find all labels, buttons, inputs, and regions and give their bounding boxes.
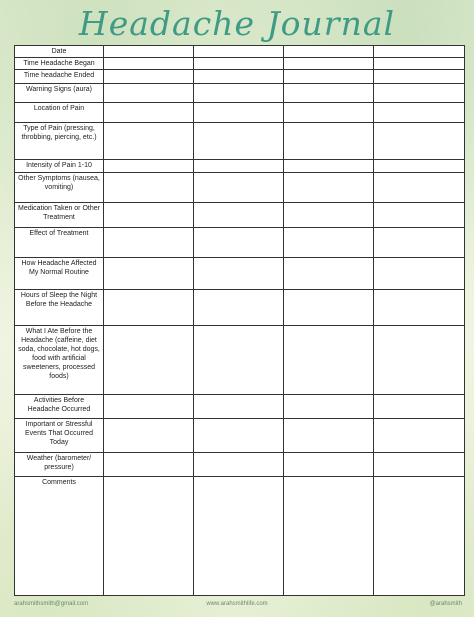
entry-cell[interactable] [194, 395, 284, 419]
entry-cell[interactable] [194, 123, 284, 160]
entry-cell[interactable] [374, 452, 465, 476]
entry-cell[interactable] [194, 46, 284, 58]
row-label: Location of Pain [15, 102, 104, 122]
row-label: How Headache Affected My Normal Routine [15, 258, 104, 290]
entry-cell[interactable] [104, 477, 194, 596]
entry-cell[interactable] [284, 477, 374, 596]
row-label: Warning Signs (aura) [15, 83, 104, 102]
table-row [15, 419, 465, 452]
entry-cell[interactable] [374, 159, 465, 172]
entry-cell[interactable] [194, 227, 284, 257]
entry-cell[interactable] [284, 395, 374, 419]
entry-cell[interactable] [284, 70, 374, 83]
entry-cell[interactable] [374, 203, 465, 227]
row-label: Type of Pain (pressing, throbbing, piercing, etc.) [15, 123, 104, 160]
row-label: Time Headache Began [15, 58, 104, 70]
entry-cell[interactable] [104, 83, 194, 102]
row-label: Weather (barometer/ pressure) [15, 452, 104, 476]
entry-cell[interactable] [374, 477, 465, 596]
entry-cell[interactable] [194, 290, 284, 326]
entry-cell[interactable] [104, 395, 194, 419]
row-label: Comments [15, 477, 104, 596]
entry-cell[interactable] [374, 172, 465, 202]
entry-cell[interactable] [104, 227, 194, 257]
footer-handle: @arahsmith [429, 601, 462, 607]
entry-cell[interactable] [284, 46, 374, 58]
entry-cell[interactable] [374, 46, 465, 58]
entry-cell[interactable] [104, 46, 194, 58]
footer-website: www.arahsmithlife.com [206, 601, 268, 607]
entry-cell[interactable] [194, 419, 284, 452]
entry-cell[interactable] [284, 172, 374, 202]
journal-table [14, 45, 465, 596]
row-label: Effect of Treatment [15, 227, 104, 257]
row-label: Other Symptoms (nausea, vomiting) [15, 172, 104, 202]
entry-cell[interactable] [104, 70, 194, 83]
table-row [15, 290, 465, 326]
table-row [15, 83, 465, 102]
entry-cell[interactable] [104, 326, 194, 395]
entry-cell[interactable] [104, 419, 194, 452]
row-label: Date [15, 46, 104, 58]
entry-cell[interactable] [374, 58, 465, 70]
entry-cell[interactable] [284, 203, 374, 227]
entry-cell[interactable] [374, 83, 465, 102]
entry-cell[interactable] [104, 258, 194, 290]
entry-cell[interactable] [284, 326, 374, 395]
entry-cell[interactable] [104, 172, 194, 202]
entry-cell[interactable] [284, 227, 374, 257]
entry-cell[interactable] [374, 102, 465, 122]
entry-cell[interactable] [284, 258, 374, 290]
table-row [15, 70, 465, 83]
row-label: Intensity of Pain 1-10 [15, 159, 104, 172]
footer-email: arahsmithsmith@gmail.com [14, 601, 89, 607]
table-row [15, 395, 465, 419]
entry-cell[interactable] [104, 159, 194, 172]
entry-cell[interactable] [194, 102, 284, 122]
table-row [15, 58, 465, 70]
row-label: Hours of Sleep the Night Before the Headache [15, 290, 104, 326]
entry-cell[interactable] [374, 290, 465, 326]
entry-cell[interactable] [194, 258, 284, 290]
table-row [15, 46, 465, 58]
entry-cell[interactable] [104, 102, 194, 122]
table-row [15, 172, 465, 202]
entry-cell[interactable] [194, 477, 284, 596]
table-row [15, 258, 465, 290]
entry-cell[interactable] [284, 83, 374, 102]
entry-cell[interactable] [194, 452, 284, 476]
row-label: Time headache Ended [15, 70, 104, 83]
entry-cell[interactable] [104, 290, 194, 326]
entry-cell[interactable] [374, 326, 465, 395]
entry-cell[interactable] [104, 58, 194, 70]
entry-cell[interactable] [284, 452, 374, 476]
entry-cell[interactable] [194, 326, 284, 395]
entry-cell[interactable] [374, 419, 465, 452]
entry-cell[interactable] [194, 159, 284, 172]
entry-cell[interactable] [194, 172, 284, 202]
row-label: Activities Before Headache Occurred [15, 395, 104, 419]
entry-cell[interactable] [284, 419, 374, 452]
table-row [15, 123, 465, 160]
table-row [15, 159, 465, 172]
row-label: What I Ate Before the Headache (caffeine, diet soda, chocolate, hot dogs, food with artificial sweeteners, processed foods) [15, 326, 104, 395]
entry-cell[interactable] [284, 58, 374, 70]
entry-cell[interactable] [374, 70, 465, 83]
table-row [15, 477, 465, 596]
entry-cell[interactable] [284, 290, 374, 326]
entry-cell[interactable] [374, 123, 465, 160]
table-row [15, 452, 465, 476]
entry-cell[interactable] [374, 395, 465, 419]
entry-cell[interactable] [104, 123, 194, 160]
table-row [15, 203, 465, 227]
row-label: Important or Stressful Events That Occurred Today [15, 419, 104, 452]
table-row [15, 227, 465, 257]
row-label: Medication Taken or Other Treatment [15, 203, 104, 227]
entry-cell[interactable] [284, 159, 374, 172]
entry-cell[interactable] [194, 83, 284, 102]
page-title: Headache Journal [78, 4, 396, 43]
entry-cell[interactable] [284, 102, 374, 122]
table-row [15, 102, 465, 122]
entry-cell[interactable] [374, 258, 465, 290]
entry-cell[interactable] [104, 203, 194, 227]
entry-cell[interactable] [284, 123, 374, 160]
entry-cell[interactable] [194, 58, 284, 70]
entry-cell[interactable] [374, 227, 465, 257]
table-row [15, 326, 465, 395]
entry-cell[interactable] [104, 452, 194, 476]
entry-cell[interactable] [194, 70, 284, 83]
entry-cell[interactable] [194, 203, 284, 227]
